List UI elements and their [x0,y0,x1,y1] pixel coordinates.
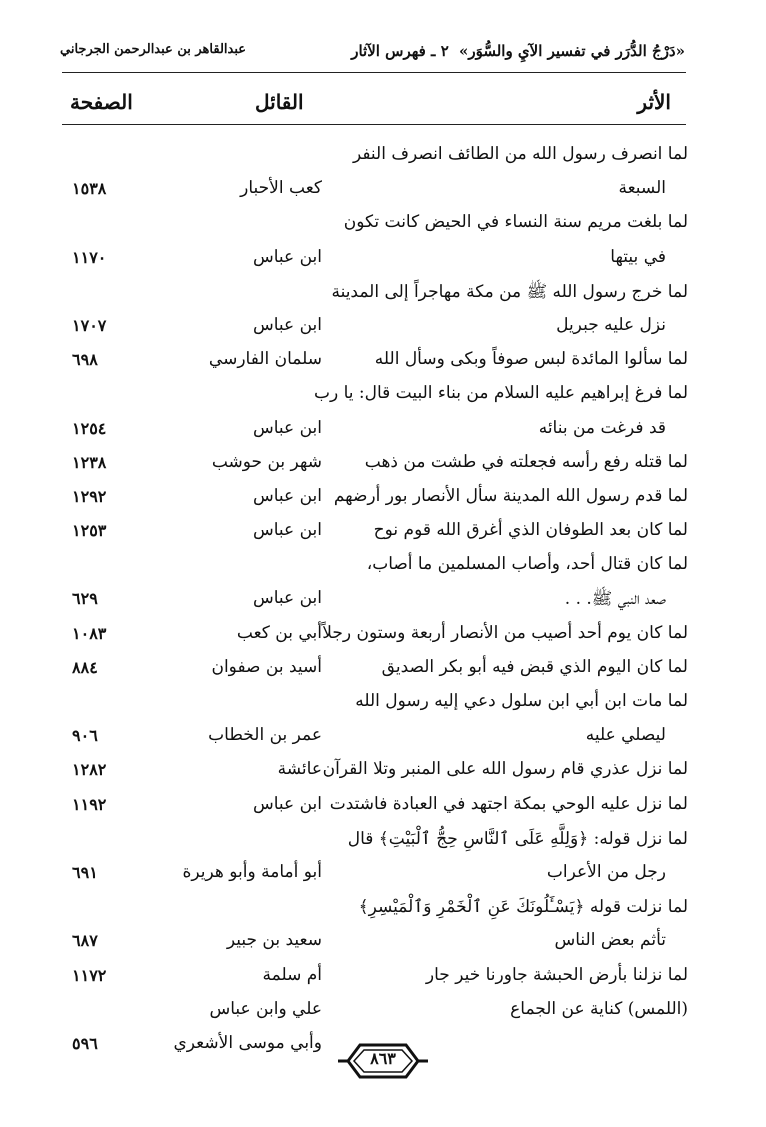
index-entry [60,482,688,516]
athar-text: لما فرغ إبراهيم عليه السلام من بناء البيت قال: يا رب [313,383,688,404]
page-ref: ١٢٩٢ [72,486,107,506]
athar-text: قد فرغت من بنائه [538,417,666,438]
index-entry [60,550,688,618]
running-head [60,38,685,68]
athar-text: صعد النبي ﷺ. . . [564,589,666,610]
index-entry [60,277,688,345]
index-entry [60,653,688,687]
qail-text: علي وابن عباس [209,998,322,1019]
entry-line [60,208,688,242]
athar-text: لما كان اليوم الذي قبض فيه أبو بكر الصديق [381,656,688,677]
index-entries [60,140,688,1063]
index-entry [60,687,688,755]
athar-text: رجل من الأعراب [546,861,666,882]
section-title: ٢ ـ فهرس الآثار [351,42,449,60]
entry-line [60,277,688,311]
page-ref: ٨٨٤ [72,657,98,677]
athar-text: لما مات ابن أبي ابن سلول دعي إليه رسول الله [355,691,688,711]
column-header-qail: القائل [255,90,304,114]
column-header-page: الصفحة [70,90,133,114]
qail-text: أسيد بن صفوان [211,656,322,677]
athar-text: السبعة [618,178,666,199]
qail-text: سعيد بن جبير [226,930,322,951]
athar-text: لما قدم رسول الله المدينة سأل الأنصار بور أرضهم [333,485,688,506]
page-ref: ٦٩٨ [72,350,98,370]
page-ref: ١١٧٢ [72,965,107,985]
index-entry [60,448,688,482]
entry-line [60,584,688,618]
index-entry [60,961,688,995]
entry-line [60,790,688,824]
qail-text: ابن عباس [252,520,322,541]
page-ref: ٦٢٩ [72,589,98,609]
athar-text: لما نزلت قوله ﴿يَسْـَٔلُونَكَ عَنِ ٱلْخَمْرِ وَٱلْمَيْسِرِ﴾ [358,897,688,918]
entry-line [60,926,688,960]
index-entry [60,208,688,276]
page-ref: ١٠٨٣ [72,623,107,643]
page-number-ornament [338,1041,428,1081]
qail-text: أم سلمة [262,964,322,985]
entry-line [60,448,688,482]
qail-text: أبو أمامة وأبو هريرة [182,861,322,882]
athar-text: في بيتها [610,246,666,267]
entry-line [60,482,688,516]
page-ref: ١٢٣٨ [72,452,107,472]
page-ref: ١٢٨٢ [72,760,107,780]
index-entry [60,790,688,824]
qail-text: وأبي موسى الأشعري [173,1032,322,1053]
athar-text: لما نزلنا بأرض الحبشة جاورنا خير جار [425,964,688,985]
entry-line [60,858,688,892]
athar-text: لما كان يوم أحد أصيب من الأنصار أربعة وستون رجلاً [322,622,688,643]
index-entry [60,619,688,653]
index-entry [60,892,688,960]
page-number: ٨٦٣ [370,1049,396,1068]
qail-text: عائشة [277,759,322,780]
athar-text: لما كان بعد الطوفان الذي أغرق الله قوم نوح [373,520,688,541]
athar-text: لما كان قتال أحد، وأصاب المسلمين ما أصاب، [366,554,688,575]
page-ref: ٩٠٦ [72,726,98,746]
entry-line [60,995,688,1029]
athar-text: لما انصرف رسول الله من الطائف انصرف النفر [352,144,688,164]
entry-line [60,243,688,277]
entry-line [60,311,688,345]
athar-text: ليصلي عليه [585,725,666,746]
athar-text: لما سألوا المائدة لبس صوفاً وبكى وسأل الله [374,349,688,370]
entry-line [60,140,688,174]
page-ref: ١٢٥٤ [72,418,107,438]
page-ref: ١٢٥٣ [72,521,107,541]
qail-text: ابن عباس [252,417,322,438]
entry-line [60,721,688,755]
athar-text: لما بلغت مريم سنة النساء في الحيض كانت تكون [343,212,688,233]
author-name: عبدالقاهر بن عبدالرحمن الجرجاني [60,42,247,57]
entry-line [60,516,688,550]
entry-line [60,687,688,721]
page-ref: ٥٩٦ [72,1033,98,1053]
entry-line [60,550,688,584]
page-ref: ٦٨٧ [72,931,98,951]
page-ref: ٦٩١ [72,862,98,882]
page-ref: ١١٩٢ [72,794,107,814]
qail-text: ابن عباس [252,485,322,506]
qail-text: ابن عباس [252,793,322,814]
qail-text: ابن عباس [252,588,322,609]
qail-text: سلمان الفارسي [208,349,322,370]
page-ref: ١٥٣٨ [72,179,107,199]
athar-text: لما نزل عليه الوحي بمكة اجتهد في العبادة فاشتدت [329,793,688,814]
entry-line [60,174,688,208]
qail-text: شهر بن حوشب [211,451,322,472]
index-entry [60,516,688,550]
athar-text: نزل عليه جبريل [556,314,666,335]
index-entry [60,140,688,208]
index-entry [60,824,688,892]
athar-text: لما نزل قوله: ﴿وَلِلَّهِ عَلَى ٱلنَّاسِ حِجُّ ٱلْبَيْتِ﴾ قال [347,828,688,849]
qail-text: عمر بن الخطاب [208,725,322,746]
header-rule [62,72,686,73]
athar-text: لما نزل عذري قام رسول الله على المنبر وتلا القرآن [322,759,688,780]
qail-text: ابن عباس [252,246,322,267]
entry-line [60,414,688,448]
column-header-rule [62,124,686,125]
entry-line [60,653,688,687]
athar-text: لما خرج رسول الله ﷺ من مكة مهاجراً إلى المدينة [331,281,688,302]
entry-line [60,755,688,789]
book-title: «دَرْجُ الدُّرَر في تفسير الآيِ والسُّوَر» [458,42,685,60]
page-ref: ١٧٠٧ [72,315,107,335]
index-entry [60,755,688,789]
athar-text: (اللمس) كناية عن الجماع [510,998,688,1019]
index-entry [60,379,688,447]
entry-line [60,892,688,926]
entry-line [60,379,688,413]
entry-line [60,619,688,653]
entry-line [60,824,688,858]
qail-text: ابن عباس [252,314,322,335]
entry-line [60,961,688,995]
qail-text: أبي بن كعب [236,622,322,643]
column-header-athar: الأثر [637,90,671,114]
page-ref: ١١٧٠ [72,247,107,267]
athar-text: لما قتله رفع رأسه فجعلته في طشت من ذهب [364,451,688,472]
entry-line [60,345,688,379]
athar-text: تأثم بعض الناس [554,930,666,951]
index-entry [60,345,688,379]
qail-text: كعب الأحبار [240,178,322,199]
